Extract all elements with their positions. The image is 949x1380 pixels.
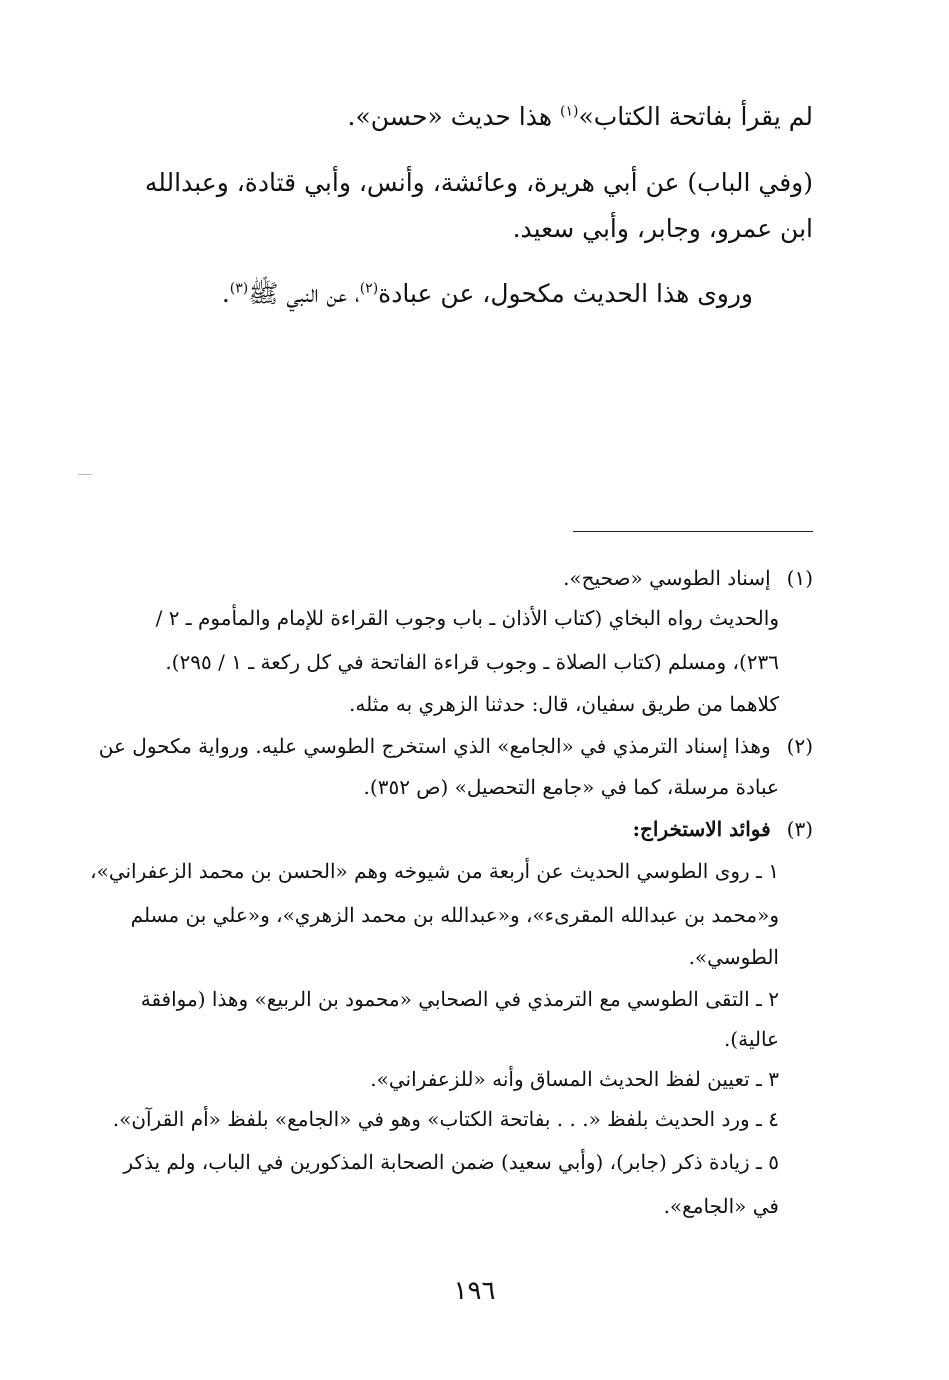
main-line-4-tail: . (221, 279, 230, 308)
footnote-1-line-1 (563, 566, 813, 590)
footnote-1-line-3: ٢٣٦)، ومسلم (كتاب الصلاة ـ وجوب قراءة الفاتحة في كل ركعة ـ ١ / ٢٩٥). (165, 650, 779, 674)
benefit-5-line-1: ٥ ـ زيادة ذكر (جابر)، (وأبي سعيد) ضمن الصحابة المذكورين في الباب، ولم يذكر (123, 1150, 779, 1174)
footnote-1-text: إسناد الطوسي «صحيح». (563, 566, 771, 590)
main-line-2: (وفي الباب) عن أبي هريرة، وعائشة، وأنس، وأبي قتادة، وعبدالله (144, 168, 813, 197)
main-line-1-tail: هذا حديث «حسن». (347, 102, 560, 131)
benefit-4-line-1: ٤ ـ ورد الحديث بلفظ «. . . بفاتحة الكتاب» وهو في «الجامع» بلفظ «أم القرآن». (112, 1107, 779, 1131)
main-line-4-text-1: وروى هذا الحديث مكحول، عن عبادة (378, 279, 753, 308)
footnote-3-heading: فوائد الاستخراج: (632, 817, 771, 841)
footnote-2-line-1 (99, 734, 813, 758)
benefit-2-line-2: عالية). (723, 1027, 779, 1051)
footnote-2-label: (٢) (786, 734, 813, 758)
footnote-1-line-4: كلاهما من طريق سفيان، قال: حدثنا الزهري به مثله. (349, 692, 779, 716)
benefit-1-line-3: الطوسي». (688, 945, 779, 969)
benefit-1-line-2: و«محمد بن عبدالله المقرىء»، و«عبدالله بن محمد الزهري»، و«علي بن مسلم (130, 903, 779, 927)
main-line-4-text-2: ، عن النبي ﷺ (248, 279, 360, 308)
footnote-3-line-1 (633, 817, 813, 841)
page-number: ١٩٦ (453, 1276, 496, 1306)
benefit-5-line-2: في «الجامع». (663, 1194, 779, 1218)
footnote-1-line-2: والحديث رواه البخاي (كتاب الأذان ـ باب وجوب القراءة للإمام والمأموم ـ ٢ / (155, 606, 779, 630)
benefit-3-line-1: ٣ ـ تعيين لفظ الحديث المساق وأنه «للزعفراني». (370, 1067, 779, 1091)
main-line-3: ابن عمرو، وجابر، وأبي سعيد. (512, 214, 813, 243)
footnote-ref-1[interactable]: (١) (560, 103, 579, 120)
main-line-4 (222, 278, 753, 315)
footnote-3-label: (٣) (786, 817, 813, 841)
stray-mark (78, 474, 92, 475)
footnote-separator (573, 531, 813, 532)
footnote-ref-3[interactable]: (٣) (229, 280, 249, 297)
footnote-2-line-2: عبادة مرسلة، كما في «جامع التحصيل» (ص ٣٥٢). (363, 775, 779, 799)
footnote-ref-2[interactable]: (٢) (359, 280, 379, 297)
benefit-2-line-1: ٢ ـ التقى الطوسي مع الترمذي في الصحابي «محمود بن الربيع» وهذا (موافقة (140, 987, 779, 1011)
benefit-1-line-1: ١ ـ روى الطوسي الحديث عن أربعة من شيوخه وهم «الحسن بن محمد الزعفراني»، (90, 859, 779, 883)
main-line-1 (348, 102, 814, 131)
footnote-1-label: (١) (786, 566, 813, 590)
main-line-1-text: لم يقرأ بفاتحة الكتاب» (578, 102, 813, 131)
footnote-2-text: وهذا إسناد الترمذي في «الجامع» الذي استخرج الطوسي عليه. ورواية مكحول عن (98, 734, 771, 758)
